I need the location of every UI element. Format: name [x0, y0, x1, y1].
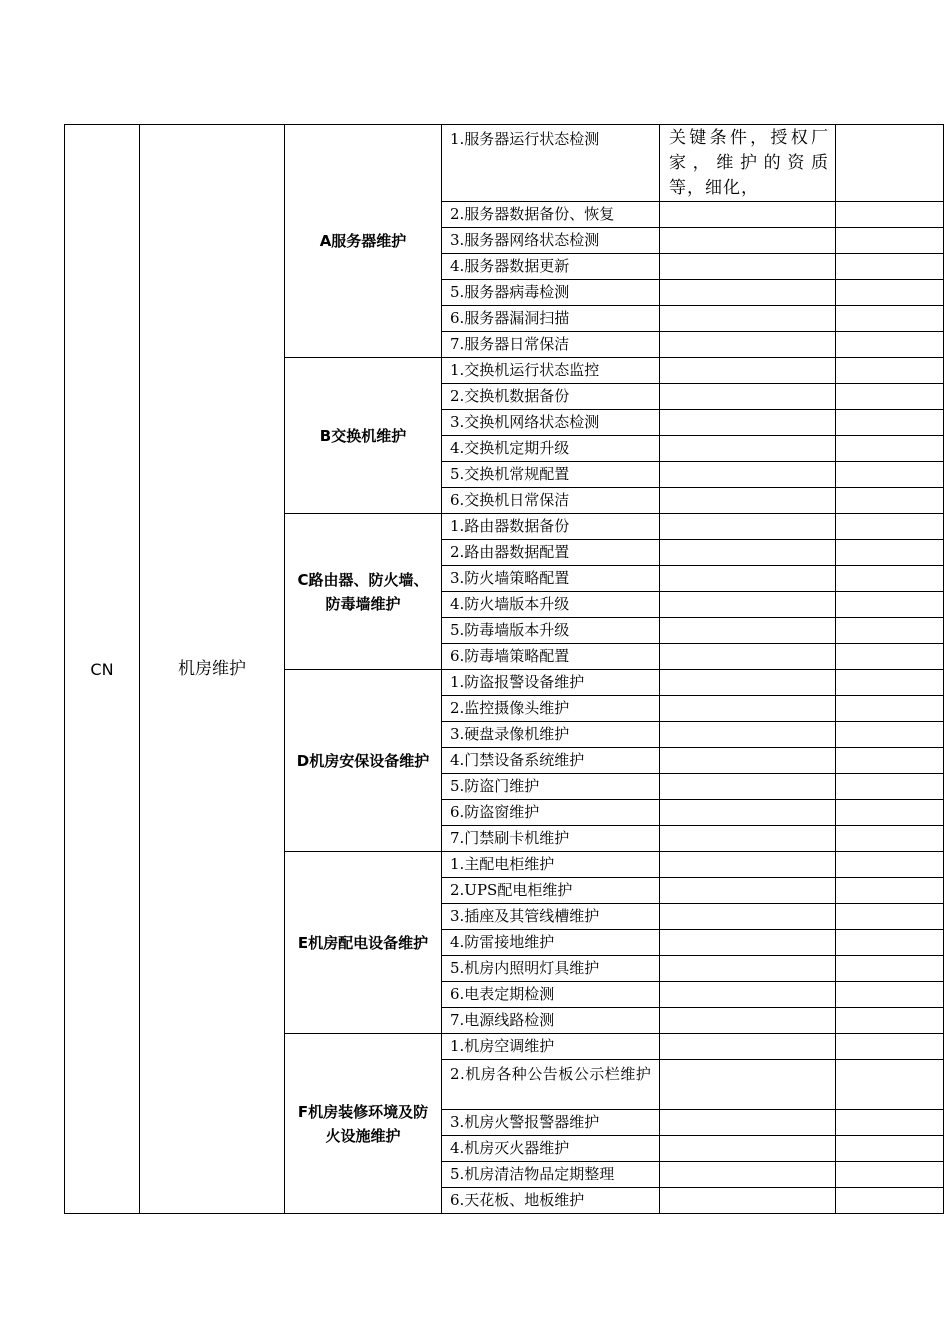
- empty-cell: [836, 202, 944, 228]
- item-cell: 7.门禁刷卡机维护: [442, 826, 660, 852]
- empty-cell: [660, 1188, 836, 1214]
- empty-cell: [836, 1034, 944, 1060]
- group-title: A服务器维护: [285, 125, 442, 358]
- note-cell: 关键条件，授权厂家，维护的资质等，细化，: [660, 125, 836, 202]
- empty-cell: [836, 800, 944, 826]
- empty-cell: [836, 566, 944, 592]
- item-cell: 5.防毒墙版本升级: [442, 618, 660, 644]
- empty-cell: [660, 618, 836, 644]
- empty-cell: [660, 904, 836, 930]
- empty-cell: [836, 618, 944, 644]
- item-cell: 3.服务器网络状态检测: [442, 228, 660, 254]
- empty-cell: [836, 696, 944, 722]
- empty-cell: [660, 1008, 836, 1034]
- group-title: D机房安保设备维护: [285, 670, 442, 852]
- empty-cell: [660, 410, 836, 436]
- empty-cell: [836, 306, 944, 332]
- empty-cell: [660, 488, 836, 514]
- item-cell: 4.防雷接地维护: [442, 930, 660, 956]
- item-cell: 5.防盗门维护: [442, 774, 660, 800]
- group-title: E机房配电设备维护: [285, 852, 442, 1034]
- empty-cell: [836, 514, 944, 540]
- empty-cell: [836, 722, 944, 748]
- item-cell: 4.交换机定期升级: [442, 436, 660, 462]
- item-cell: 2.路由器数据配置: [442, 540, 660, 566]
- empty-cell: [660, 670, 836, 696]
- empty-cell: [660, 540, 836, 566]
- group-title: C路由器、防火墙、防毒墙维护: [285, 514, 442, 670]
- empty-cell: [836, 410, 944, 436]
- empty-cell: [660, 1136, 836, 1162]
- item-cell: 3.交换机网络状态检测: [442, 410, 660, 436]
- empty-cell: [836, 904, 944, 930]
- item-cell: 1.路由器数据备份: [442, 514, 660, 540]
- item-cell: 2.监控摄像头维护: [442, 696, 660, 722]
- empty-cell: [660, 332, 836, 358]
- table-row: [65, 125, 944, 202]
- item-cell: 7.电源线路检测: [442, 1008, 660, 1034]
- item-cell: 1.服务器运行状态检测: [442, 125, 660, 202]
- empty-cell: [836, 852, 944, 878]
- empty-cell: [660, 1060, 836, 1110]
- empty-cell: [836, 1110, 944, 1136]
- group-title: F机房装修环境及防火设施维护: [285, 1034, 442, 1214]
- code-cell: CN: [65, 125, 140, 1214]
- empty-cell: [836, 1136, 944, 1162]
- empty-cell: [660, 358, 836, 384]
- empty-cell: [836, 436, 944, 462]
- empty-cell: [660, 800, 836, 826]
- empty-cell: [660, 514, 836, 540]
- empty-cell: [836, 228, 944, 254]
- item-cell: 6.防毒墙策略配置: [442, 644, 660, 670]
- empty-cell: [660, 1034, 836, 1060]
- empty-cell: [660, 644, 836, 670]
- empty-cell: [660, 748, 836, 774]
- empty-cell: [836, 125, 944, 202]
- empty-cell: [660, 878, 836, 904]
- empty-cell: [660, 202, 836, 228]
- item-cell: 1.防盗报警设备维护: [442, 670, 660, 696]
- item-cell: 6.天花板、地板维护: [442, 1188, 660, 1214]
- empty-cell: [660, 462, 836, 488]
- empty-cell: [660, 1110, 836, 1136]
- empty-cell: [836, 1188, 944, 1214]
- item-cell: 3.插座及其管线槽维护: [442, 904, 660, 930]
- item-cell: 2.服务器数据备份、恢复: [442, 202, 660, 228]
- item-cell: 1.主配电柜维护: [442, 852, 660, 878]
- empty-cell: [836, 358, 944, 384]
- empty-cell: [660, 254, 836, 280]
- empty-cell: [836, 592, 944, 618]
- empty-cell: [660, 852, 836, 878]
- empty-cell: [836, 774, 944, 800]
- item-cell: 2.UPS配电柜维护: [442, 878, 660, 904]
- maintenance-table: [64, 124, 944, 1214]
- empty-cell: [836, 254, 944, 280]
- empty-cell: [836, 1008, 944, 1034]
- item-cell: 6.防盗窗维护: [442, 800, 660, 826]
- empty-cell: [660, 228, 836, 254]
- item-cell: 6.交换机日常保洁: [442, 488, 660, 514]
- empty-cell: [660, 696, 836, 722]
- empty-cell: [836, 826, 944, 852]
- empty-cell: [836, 540, 944, 566]
- item-cell: 5.服务器病毒检测: [442, 280, 660, 306]
- item-cell: 5.机房清洁物品定期整理: [442, 1162, 660, 1188]
- empty-cell: [836, 462, 944, 488]
- item-cell: 3.防火墙策略配置: [442, 566, 660, 592]
- empty-cell: [836, 748, 944, 774]
- item-cell: 6.服务器漏洞扫描: [442, 306, 660, 332]
- empty-cell: [836, 930, 944, 956]
- item-cell: 3.机房火警报警器维护: [442, 1110, 660, 1136]
- item-cell: 5.机房内照明灯具维护: [442, 956, 660, 982]
- empty-cell: [836, 488, 944, 514]
- item-cell: 6.电表定期检测: [442, 982, 660, 1008]
- empty-cell: [660, 306, 836, 332]
- empty-cell: [836, 644, 944, 670]
- empty-cell: [660, 774, 836, 800]
- empty-cell: [836, 1162, 944, 1188]
- empty-cell: [660, 722, 836, 748]
- empty-cell: [836, 280, 944, 306]
- group-title: B交换机维护: [285, 358, 442, 514]
- item-cell: 4.机房灭火器维护: [442, 1136, 660, 1162]
- item-cell: 4.服务器数据更新: [442, 254, 660, 280]
- item-cell: 4.门禁设备系统维护: [442, 748, 660, 774]
- item-cell: 3.硬盘录像机维护: [442, 722, 660, 748]
- empty-cell: [660, 956, 836, 982]
- empty-cell: [836, 878, 944, 904]
- empty-cell: [660, 280, 836, 306]
- empty-cell: [660, 930, 836, 956]
- empty-cell: [836, 956, 944, 982]
- empty-cell: [660, 566, 836, 592]
- empty-cell: [660, 826, 836, 852]
- empty-cell: [660, 436, 836, 462]
- item-cell: 1.交换机运行状态监控: [442, 358, 660, 384]
- empty-cell: [836, 982, 944, 1008]
- category-cell: 机房维护: [140, 125, 285, 1214]
- empty-cell: [660, 592, 836, 618]
- empty-cell: [660, 982, 836, 1008]
- item-cell: 4.防火墙版本升级: [442, 592, 660, 618]
- empty-cell: [660, 1162, 836, 1188]
- item-cell: 5.交换机常规配置: [442, 462, 660, 488]
- empty-cell: [836, 384, 944, 410]
- item-cell: 2.机房各种公告板公示栏维护: [442, 1060, 660, 1110]
- item-cell: 2.交换机数据备份: [442, 384, 660, 410]
- item-cell: 7.服务器日常保洁: [442, 332, 660, 358]
- empty-cell: [836, 670, 944, 696]
- item-cell: 1.机房空调维护: [442, 1034, 660, 1060]
- empty-cell: [836, 332, 944, 358]
- empty-cell: [660, 384, 836, 410]
- empty-cell: [836, 1060, 944, 1110]
